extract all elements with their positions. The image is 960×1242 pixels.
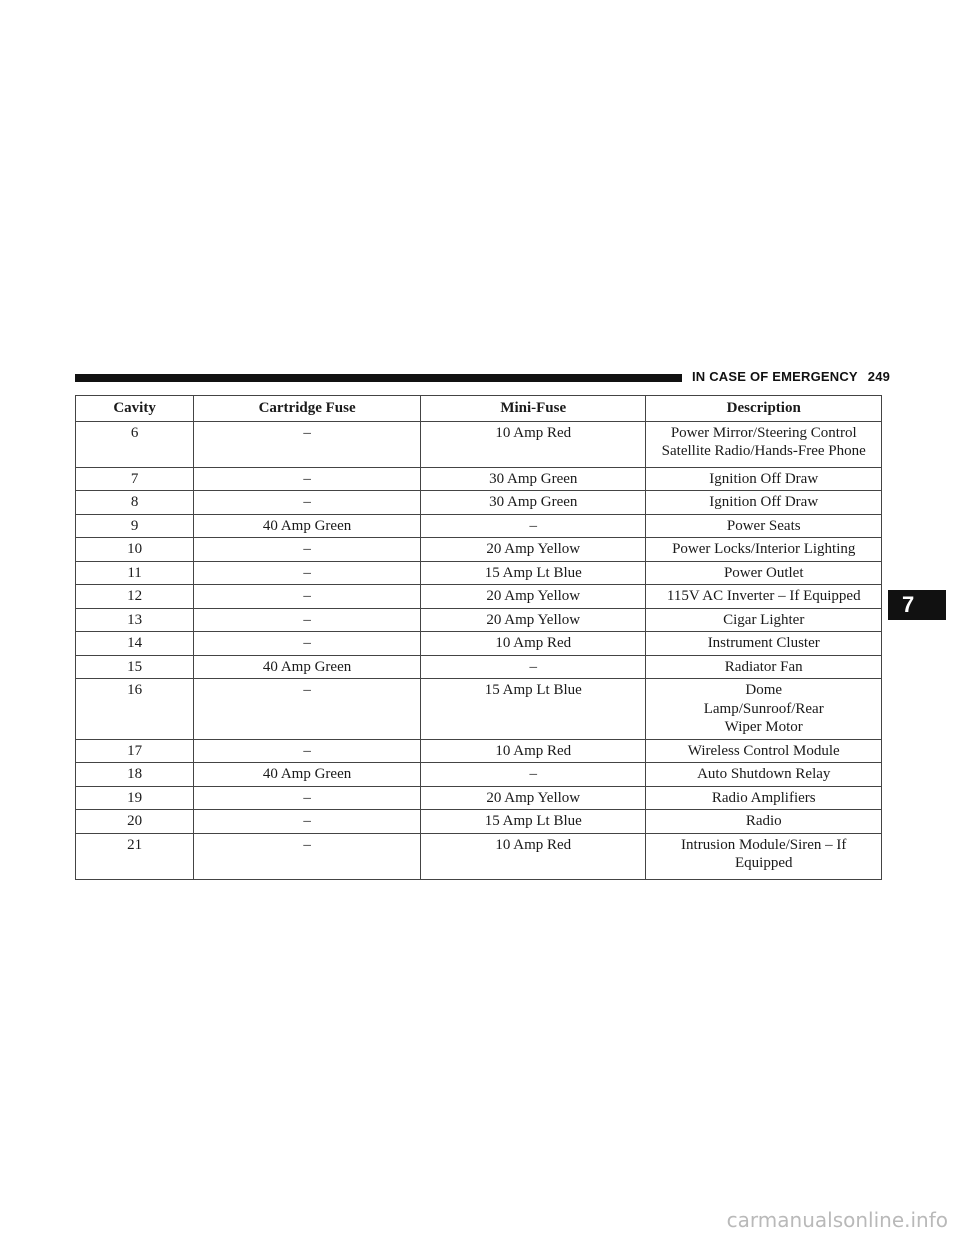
cell-cartridge-fuse: – <box>194 679 421 740</box>
table-header-row <box>76 396 882 422</box>
cell-cartridge-fuse: – <box>194 538 421 562</box>
cell-description: Auto Shutdown Relay <box>646 763 882 787</box>
table-row <box>76 632 882 656</box>
cell-mini-fuse: 10 Amp Red <box>421 739 646 763</box>
chapter-tab: 7 <box>888 590 946 620</box>
cell-description: Instrument Cluster <box>646 632 882 656</box>
cell-cavity: 18 <box>76 763 194 787</box>
table-row <box>76 833 882 879</box>
cell-mini-fuse: 20 Amp Yellow <box>421 538 646 562</box>
header-mini-fuse: Mini-Fuse <box>421 396 646 422</box>
cell-cavity: 9 <box>76 514 194 538</box>
cell-cartridge-fuse: – <box>194 608 421 632</box>
cell-cartridge-fuse: – <box>194 632 421 656</box>
cell-mini-fuse: 20 Amp Yellow <box>421 786 646 810</box>
table-row <box>76 763 882 787</box>
table-row <box>76 467 882 491</box>
table-row <box>76 514 882 538</box>
cell-mini-fuse: – <box>421 655 646 679</box>
cell-description: Intrusion Module/Siren – If Equipped <box>646 833 882 879</box>
cell-cavity: 13 <box>76 608 194 632</box>
cell-description: 115V AC Inverter – If Equipped <box>646 585 882 609</box>
cell-mini-fuse: – <box>421 763 646 787</box>
cell-cartridge-fuse: 40 Amp Green <box>194 655 421 679</box>
table-row <box>76 538 882 562</box>
cell-description: Radio Amplifiers <box>646 786 882 810</box>
cell-cavity: 16 <box>76 679 194 740</box>
header-description: Description <box>646 396 882 422</box>
cell-cavity: 20 <box>76 810 194 834</box>
fuse-table <box>75 395 882 880</box>
cell-mini-fuse: 15 Amp Lt Blue <box>421 810 646 834</box>
table-row <box>76 491 882 515</box>
cell-cartridge-fuse: – <box>194 786 421 810</box>
cell-cartridge-fuse: – <box>194 585 421 609</box>
cell-cavity: 21 <box>76 833 194 879</box>
table-row <box>76 810 882 834</box>
cell-cartridge-fuse: – <box>194 833 421 879</box>
cell-cartridge-fuse: – <box>194 467 421 491</box>
watermark-text: carmanualsonline.info <box>726 1208 948 1232</box>
cell-mini-fuse: 15 Amp Lt Blue <box>421 561 646 585</box>
running-header <box>692 369 890 384</box>
cell-description: Cigar Lighter <box>646 608 882 632</box>
cell-cartridge-fuse: – <box>194 561 421 585</box>
cell-mini-fuse: 20 Amp Yellow <box>421 585 646 609</box>
cell-cavity: 10 <box>76 538 194 562</box>
cell-cavity: 8 <box>76 491 194 515</box>
cell-description: Radiator Fan <box>646 655 882 679</box>
cell-mini-fuse: 10 Amp Red <box>421 632 646 656</box>
cell-description: Ignition Off Draw <box>646 491 882 515</box>
cell-mini-fuse: 10 Amp Red <box>421 833 646 879</box>
cell-cavity: 19 <box>76 786 194 810</box>
cell-description: Power Outlet <box>646 561 882 585</box>
cell-description: Power Locks/Interior Lighting <box>646 538 882 562</box>
cell-cartridge-fuse: 40 Amp Green <box>194 763 421 787</box>
cell-mini-fuse: 10 Amp Red <box>421 421 646 467</box>
cell-cavity: 12 <box>76 585 194 609</box>
cell-cavity: 15 <box>76 655 194 679</box>
header-rule <box>75 374 682 382</box>
cell-cavity: 11 <box>76 561 194 585</box>
cell-cartridge-fuse: – <box>194 739 421 763</box>
cell-mini-fuse: 15 Amp Lt Blue <box>421 679 646 740</box>
cell-mini-fuse: 30 Amp Green <box>421 467 646 491</box>
page-number: 249 <box>867 369 891 384</box>
cell-cavity: 17 <box>76 739 194 763</box>
cell-cavity: 14 <box>76 632 194 656</box>
cell-cartridge-fuse: – <box>194 810 421 834</box>
table-row <box>76 421 882 467</box>
cell-cartridge-fuse: – <box>194 491 421 515</box>
cell-description: Dome Lamp/Sunroof/Rear Wiper Motor <box>646 679 882 740</box>
table-row <box>76 786 882 810</box>
table-row <box>76 739 882 763</box>
cell-cavity: 7 <box>76 467 194 491</box>
cell-cartridge-fuse: 40 Amp Green <box>194 514 421 538</box>
cell-description: Radio <box>646 810 882 834</box>
cell-description: Wireless Control Module <box>646 739 882 763</box>
cell-description: Power Seats <box>646 514 882 538</box>
table-row <box>76 585 882 609</box>
cell-description: Power Mirror/Steering Control Satellite Radio/Hands-Free Phone <box>646 421 882 467</box>
header-cavity: Cavity <box>76 396 194 422</box>
cell-description: Ignition Off Draw <box>646 467 882 491</box>
cell-mini-fuse: 30 Amp Green <box>421 491 646 515</box>
header-cartridge-fuse: Cartridge Fuse <box>194 396 421 422</box>
table-row <box>76 679 882 740</box>
cell-cartridge-fuse: – <box>194 421 421 467</box>
cell-mini-fuse: 20 Amp Yellow <box>421 608 646 632</box>
cell-mini-fuse: – <box>421 514 646 538</box>
table-row <box>76 608 882 632</box>
cell-cavity: 6 <box>76 421 194 467</box>
section-title: IN CASE OF EMERGENCY <box>692 369 858 384</box>
table-row <box>76 655 882 679</box>
table-row <box>76 561 882 585</box>
